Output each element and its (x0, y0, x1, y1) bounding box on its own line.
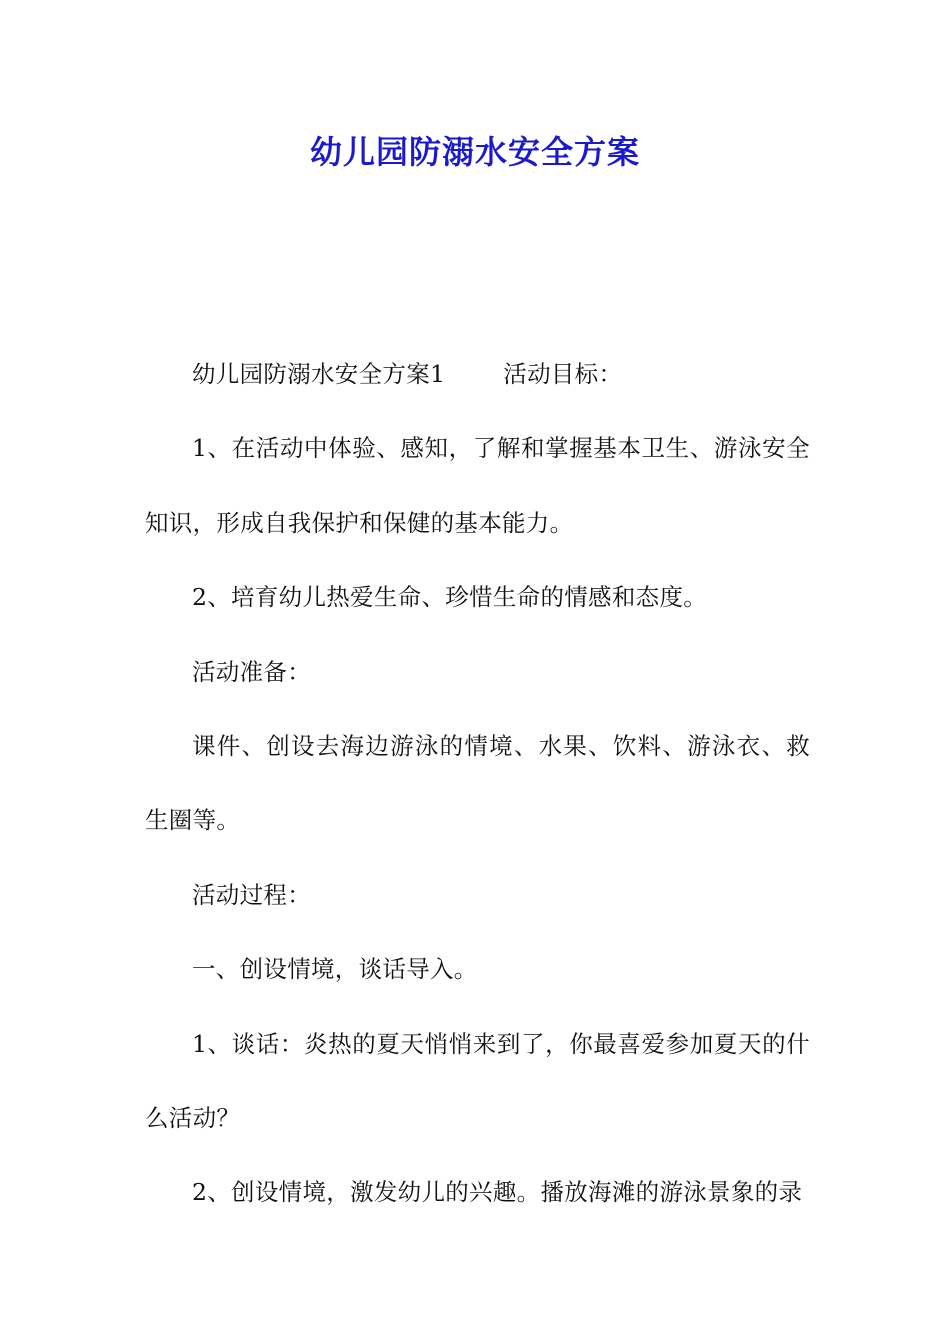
paragraph-heading (145, 337, 810, 411)
paragraph: 2、培育幼儿热爱生命、珍惜生命的情感和态度。 (192, 583, 708, 612)
document-title: 幼儿园防溺水安全方案 (309, 133, 640, 171)
paragraph: 1、在活动中体验、感知，了解和掌握基本卫生、游泳安全知识，形成自我保护和保健的基本能力。 (145, 434, 810, 537)
paragraph: 课件、创设去海边游泳的情境、水果、饮料、游泳衣、救生圈等。 (145, 732, 810, 835)
paragraph: 一、创设情境，谈话导入。 (192, 955, 478, 984)
section-title: 幼儿园防溺水安全方案1 (192, 360, 446, 388)
paragraph: 活动过程： (192, 880, 311, 909)
paragraph: 1、谈话：炎热的夏天悄悄来到了，你最喜爱参加夏天的什么活动？ (145, 1029, 810, 1133)
section-subtitle: 活动目标： (503, 360, 623, 388)
paragraph: 活动准备： (192, 657, 311, 686)
document-body (145, 337, 810, 1230)
paragraph: 2、创设情境，激发幼儿的兴趣。播放海滩的游泳景象的录 (192, 1178, 803, 1207)
